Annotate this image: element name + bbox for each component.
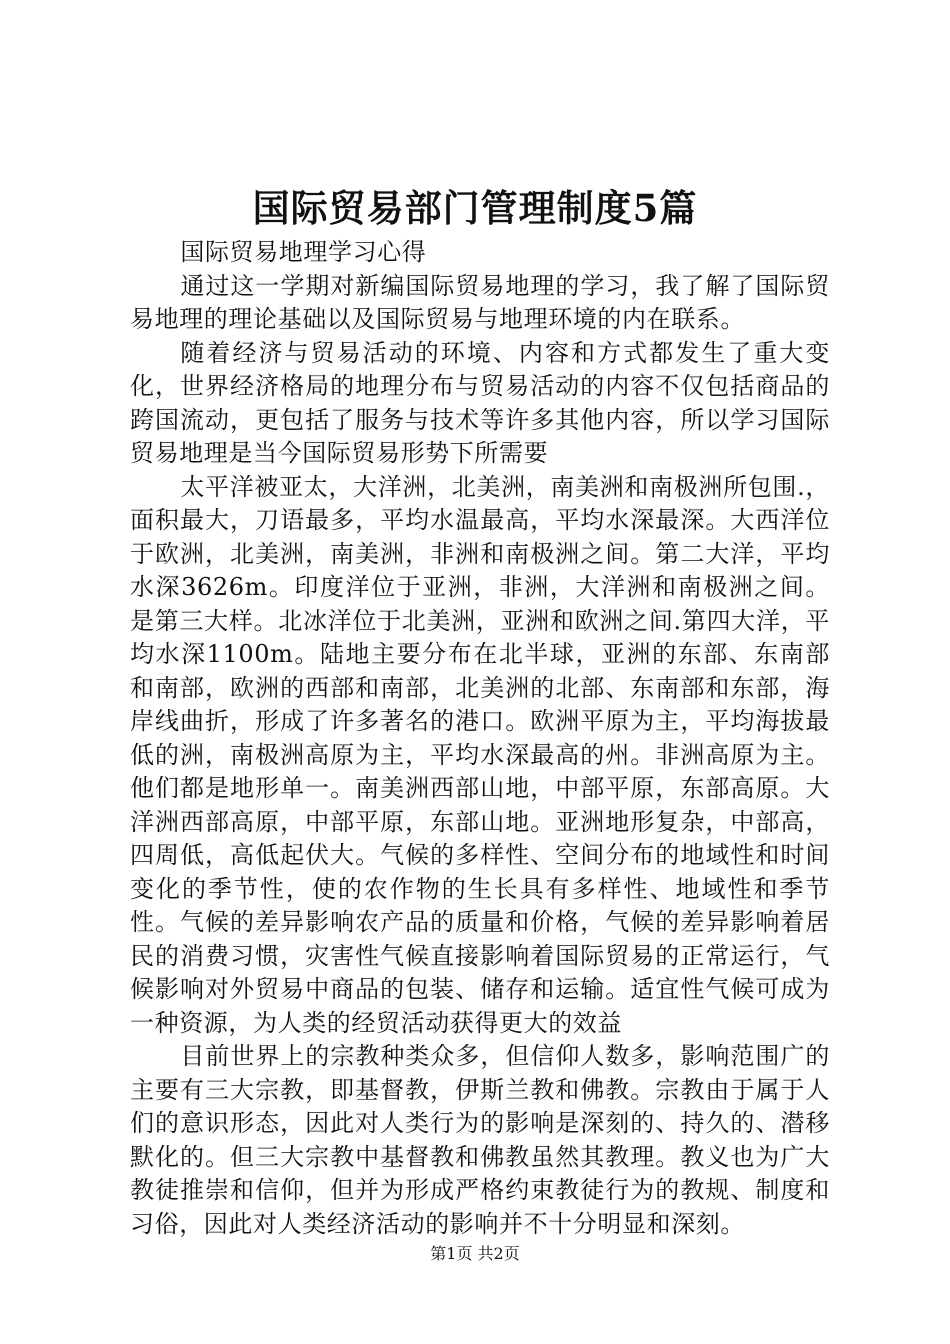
paragraph: 随着经济与贸易活动的环境、内容和方式都发生了重大变化，世界经济格局的地理分布与贸易活动的内容不仅包括商品的跨国流动，更包括了服务与技术等许多其他内容，所以学习国际贸易地理是当今国际贸易形势下所需要: [130, 338, 830, 467]
paragraph: 太平洋被亚太，大洋洲，北美洲，南美洲和南极洲所包围.，面积最大，刀语最多，平均水温最高，平均水深最深。大西洋位于欧洲，北美洲，南美洲，非洲和南极洲之间。第二大洋，平均水深3626m。印度洋位于亚洲，非洲，大洋洲和南极洲之间。是第三大样。北冰洋位于北美洲，亚洲和欧洲之间.第四大洋，平均水深1100m。陆地主要分布在北半球，亚洲的东部、东南部和南部，欧洲的西部和南部，北美洲的北部、东南部和东部，海岸线曲折，形成了许多著名的港口。欧洲平原为主，平均海拔最低的洲，南极洲高原为主，平均水深最高的州。非洲高原为主。他们都是地形单一。南美洲西部山地，中部平原，东部高原。大洋洲西部高原，中部平原，东部山地。亚洲地形复杂，中部高，四周低，高低起伏大。气候的多样性、空间分布的地域性和时间变化的季节性，使的农作物的生长具有多样性、地域性和季节性。气候的差异影响农产品的质量和价格，气候的差异影响着居民的消费习惯，灾害性气候直接影响着国际贸易的正常运行，气候影响对外贸易中商品的包装、储存和运输。适宜性气候可成为一种资源，为人类的经贸活动获得更大的效益: [130, 472, 830, 1037]
document-title: 国际贸易部门管理制度5篇: [252, 186, 698, 230]
paragraph: 目前世界上的宗教种类众多，但信仰人数多，影响范围广的主要有三大宗教，即基督教，伊斯兰教和佛教。宗教由于属于人们的意识形态，因此对人类行为的影响是深刻的、持久的、潜移默化的。但三大宗教中基督教和佛教虽然其教理。教义也为广大教徒推崇和信仰，但并为形成严格约束教徒行为的教规、制度和习俗，因此对人类经济活动的影响并不十分明显和深刻。: [130, 1042, 830, 1238]
page-footer: 第1页 共2页: [430, 1244, 520, 1263]
document-body: [130, 236, 830, 1241]
paragraph: 通过这一学期对新编国际贸易地理的学习，我了解了国际贸易地理的理论基础以及国际贸易与地理环境的内在联系。: [130, 271, 830, 333]
paragraph-subtitle: 国际贸易地理学习心得: [180, 238, 427, 266]
